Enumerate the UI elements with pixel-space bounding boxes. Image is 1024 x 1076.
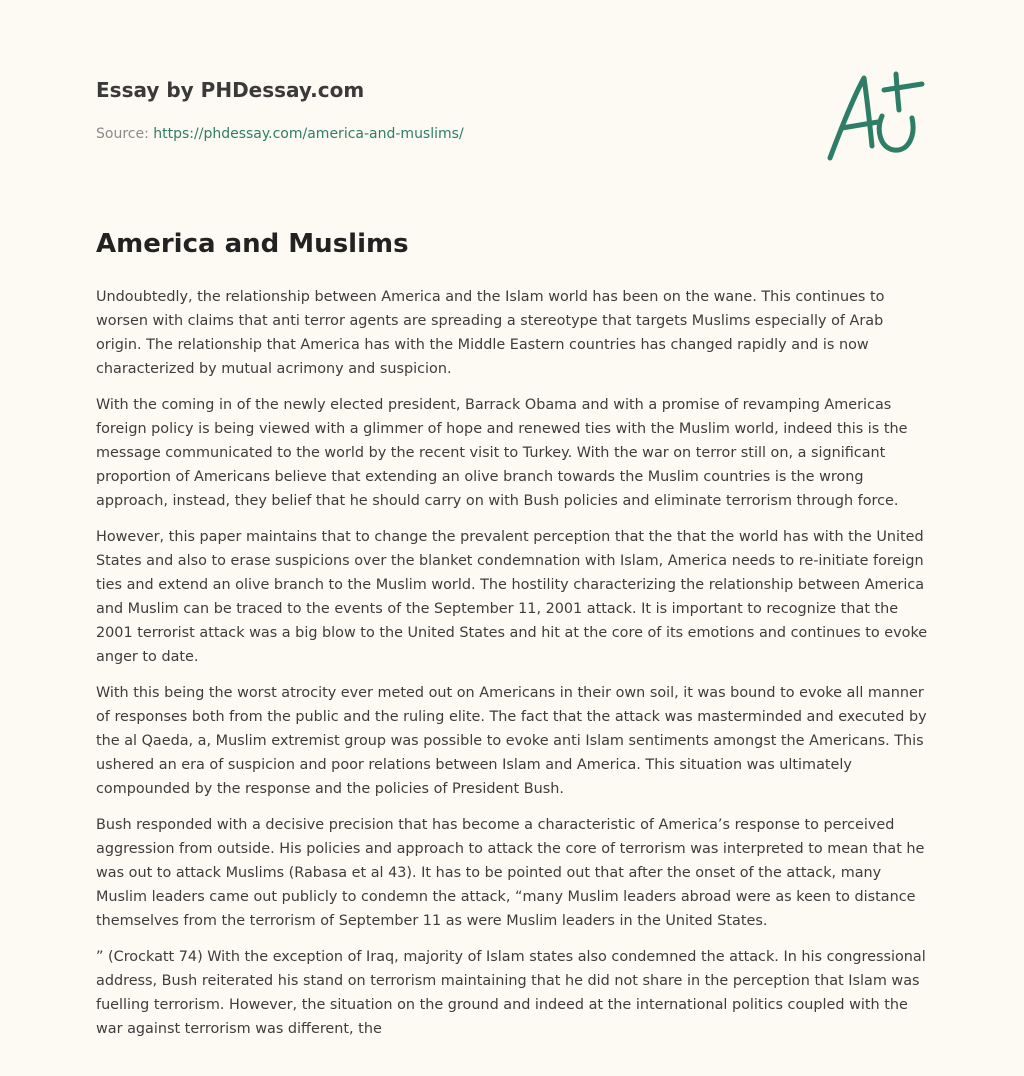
article-body	[96, 285, 928, 1053]
article-title: America and Muslims	[96, 229, 409, 259]
paragraph: With this being the worst atrocity ever meted out on Americans in their own soil, it was bound to evoke all manner of responses both from the public and the ruling elite. The fact that the attack was masterminded and executed by the al Qaeda, a, Muslim extremist group was possible to evoke anti Islam sentiments amongst the Americans. This ushered an era of suspicion and poor relations between Islam and America. This situation was ultimately compounded by the response and the policies of President Bush.	[96, 685, 927, 797]
paragraph: ” (Crockatt 74) With the exception of Iraq, majority of Islam states also condemned the attack. In his congressional address, Bush reiterated his stand on terrorism maintaining that he did not share in the perception that Islam was fuelling terrorism. However, the situation on the ground and indeed at the international politics coupled with the war against terrorism was different, the	[96, 949, 926, 1037]
paragraph: However, this paper maintains that to change the prevalent perception that the that the world has with the United States and also to erase suspicions over the blanket condemnation with Islam, America needs to re-initiate foreign ties and extend an olive branch to the Muslim world. The hostility characterizing the relationship between America and Muslim can be traced to the events of the September 11, 2001 attack. It is important to recognize that the 2001 terrorist attack was a big blow to the United States and hit at the core of its emotions and continues to evoke anger to date.	[96, 529, 928, 665]
essay-header	[96, 76, 796, 144]
a-plus-icon	[820, 66, 930, 166]
paragraph: Bush responded with a decisive precision that has become a characteristic of America’s response to perceived aggression from outside. His policies and approach to attack the core of terrorism was interpreted to mean that he was out to attack Muslims (Rabasa et al 43). It has to be pointed out that after the onset of the attack, many Muslim leaders came out publicly to condemn the attack, “many Muslim leaders abroad were as keen to distance themselves from the terrorism of September 11 as were Muslim leaders in the United States.	[96, 817, 925, 929]
source-link[interactable]: https://phdessay.com/america-and-muslims/	[153, 126, 464, 142]
source-label: Source:	[96, 126, 149, 142]
paragraph: Undoubtedly, the relationship between America and the Islam world has been on the wane. This continues to worsen with claims that anti terror agents are spreading a stereotype that targets Muslims especially of Arab origin. The relationship that America has with the Middle Eastern countries has changed rapidly and is now characterized by mutual acrimony and suspicion.	[96, 289, 885, 377]
site-brand: Essay by PHDessay.com	[96, 78, 365, 102]
paragraph: With the coming in of the newly elected president, Barrack Obama and with a promise of revamping Americas foreign policy is being viewed with a glimmer of hope and renewed ties with the Muslim world, indeed this is the message communicated to the world by the recent visit to Turkey. With the war on terror still on, a significant proportion of Americans believe that extending an olive branch towards the Muslim countries is the wrong approach, instead, they belief that he should carry on with Bush policies and eliminate terrorism through force.	[96, 397, 908, 509]
source-line	[96, 124, 796, 144]
